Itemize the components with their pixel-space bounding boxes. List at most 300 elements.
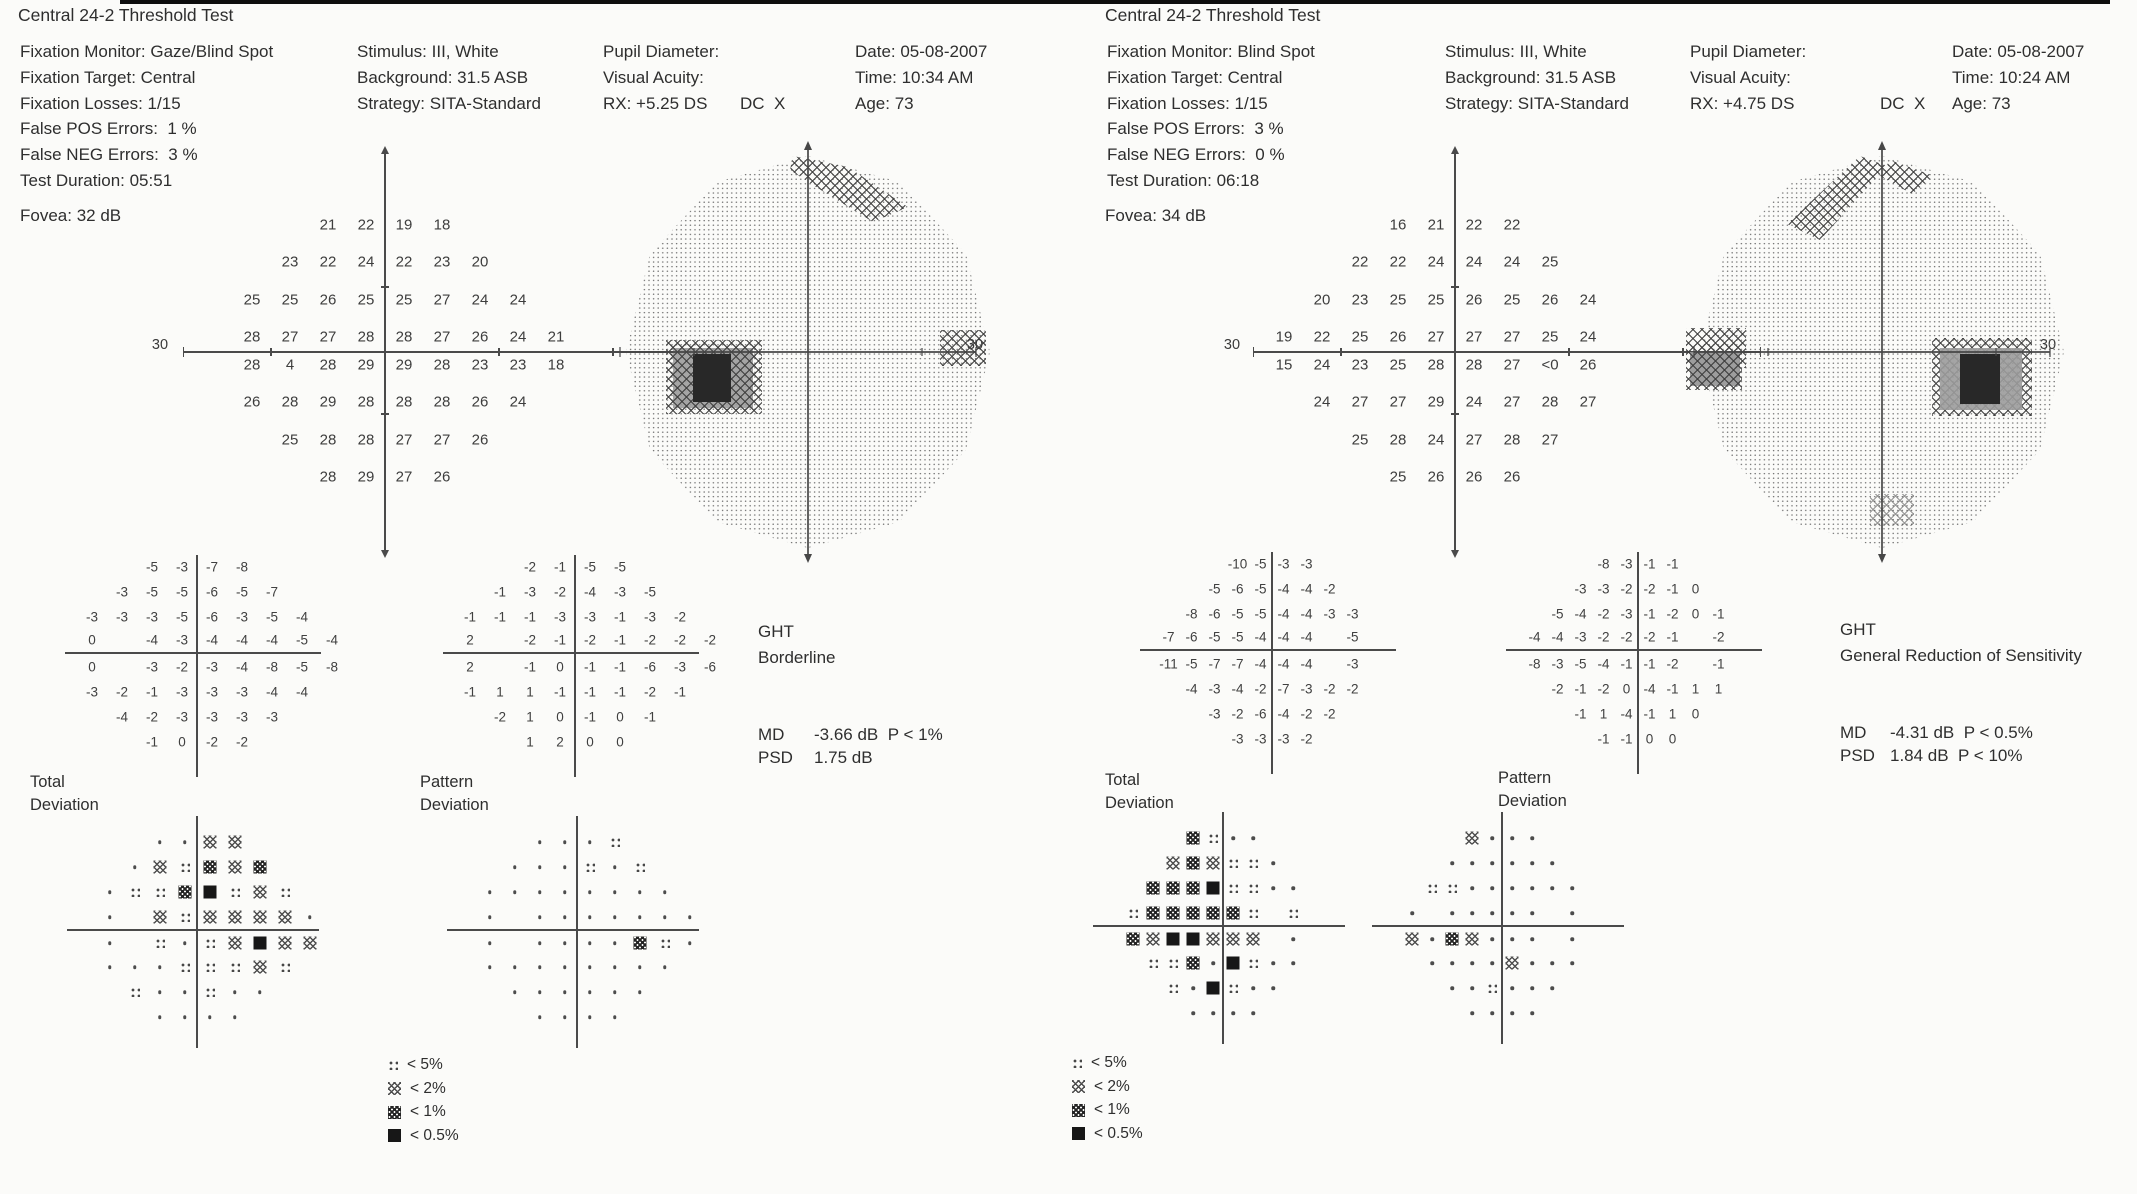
prob-lt05 [1207,882,1220,895]
total-deviation-value: -2 [1323,681,1336,697]
prob-dot [1291,886,1295,890]
pattern-deviation-value: -1 [493,584,507,600]
pattern-deviation-value: -4 [1643,681,1656,697]
prob-lt5 [1248,908,1258,918]
pattern-deviation-value: -1 [1620,731,1633,747]
prob-lt2 [1247,933,1260,946]
threshold-value: 18 [433,216,451,234]
pattern-deviation-value: -1 [1666,629,1679,645]
pattern-deviation-value: -1 [673,684,687,700]
total-deviation-value: -3 [85,609,99,625]
total-deviation-value: -6 [205,584,219,600]
threshold-value: 23 [1351,291,1369,309]
total-deviation-value: -2 [1346,681,1359,697]
prob-lt5 [1447,883,1457,893]
pattern-deviation-value: -1 [613,632,627,648]
legend-symbol-lt-1 [1072,1104,1085,1117]
pattern-deviation-value: 1 [526,734,534,750]
threshold-value: 27 [1465,431,1483,449]
total-deviation-value: -5 [1208,581,1221,597]
probability-vertical-axis [1501,812,1502,1044]
threshold-value: 28 [1541,393,1559,411]
threshold-value: 29 [1427,393,1445,411]
pattern-deviation-value: -6 [703,659,717,675]
ght-result: General Reduction of Sensitivity [1840,646,2082,665]
threshold-value: 25 [1541,328,1559,346]
total-deviation-value: -5 [1185,656,1198,672]
prob-lt5 [1427,883,1437,893]
pattern-deviation-value: -1 [523,609,537,625]
pattern-deviation-value: 1 [1668,706,1677,722]
total-deviation-value: -5 [175,584,189,600]
prob-dot [1510,937,1514,941]
prob-lt05 [1227,957,1240,970]
pattern-deviation-value: -4 [1551,629,1564,645]
pattern-deviation-value: -6 [643,659,657,675]
prob-lt5 [1128,908,1138,918]
total-deviation-value: -4 [265,632,279,648]
threshold-value: 25 [281,431,299,449]
prob-dot [1470,1011,1474,1015]
threshold-value: 26 [243,393,261,411]
ght-label: GHT [758,622,794,641]
axis-tick [1340,348,1341,356]
threshold-value: 22 [357,216,375,234]
prob-dot [1550,961,1554,965]
axis-arrow-down [1451,550,1459,558]
total-deviation-value: -7 [1208,656,1221,672]
threshold-value: 15 [1275,356,1293,374]
prob-dot [1570,886,1574,890]
total-deviation-value: -3 [115,584,129,600]
total-deviation-value: -4 [235,659,249,675]
threshold-value: 27 [395,468,413,486]
prob-lt2 [1167,857,1180,870]
threshold-value: 27 [433,328,451,346]
ght-label: GHT [1840,620,1876,639]
prob-dot [1530,861,1534,865]
prob-lt2 [1406,933,1419,946]
total-deviation-value: -3 [1208,706,1221,722]
threshold-value: 18 [547,356,565,374]
info-line: Date: 05-08-2007 [855,42,988,61]
total-deviation-value: -3 [235,709,249,725]
total-deviation-value: -3 [145,609,159,625]
total-deviation-value: -4 [235,632,249,648]
pattern-deviation-value: -4 [1597,656,1610,672]
prob-dot [1271,886,1275,890]
total-deviation-value: 0 [88,659,96,675]
total-deviation-value: -3 [1231,731,1244,747]
info-line: Pupil Diameter: [1690,42,1807,61]
legend-symbol-lt-05 [1072,1127,1085,1140]
threshold-value: 21 [319,216,337,234]
legend-text: < 2% [1094,1077,1130,1095]
total-deviation-value: -5 [1208,629,1221,645]
threshold-value: 28 [433,356,451,374]
prob-dot [1430,961,1434,965]
prob-lt1 [1187,857,1200,870]
pattern-deviation-value: -1 [1597,731,1610,747]
threshold-value: 26 [1427,468,1445,486]
threshold-value: 27 [1465,328,1483,346]
prob-lt5 [1248,958,1258,968]
pattern-deviation-value: -2 [1597,606,1610,622]
pattern-deviation-value: 1 [1691,681,1700,697]
total-deviation-value: -5 [1231,629,1244,645]
pattern-deviation-label: Deviation [1498,792,1567,810]
prob-dot [1291,937,1295,941]
prob-lt1 [1446,933,1459,946]
pattern-deviation-value: -3 [1620,606,1633,622]
pattern-deviation-value: -2 [1597,681,1610,697]
threshold-value: 28 [1465,356,1483,374]
total-deviation-value: -2 [1323,706,1336,722]
prob-dot [1570,911,1574,915]
prob-dot [1490,961,1494,965]
legend-item [1072,1054,1127,1074]
threshold-value: 29 [357,356,375,374]
total-deviation-value: -2 [1231,706,1244,722]
pattern-deviation-value: -3 [523,584,537,600]
threshold-value: 24 [357,253,375,271]
pattern-deviation-value: -3 [1574,581,1587,597]
prob-dot [1510,986,1514,990]
axis-label-30: 30 [151,337,169,353]
prob-dot [1410,911,1414,915]
total-deviation-value: -4 [1254,656,1267,672]
total-deviation-value: -7 [1277,681,1290,697]
threshold-value: 29 [357,468,375,486]
pattern-deviation-label: Deviation [420,796,489,814]
threshold-value: 20 [1313,291,1331,309]
threshold-value: 29 [319,393,337,411]
threshold-value: 24 [1579,291,1597,309]
total-deviation-value: -11 [1159,656,1178,672]
info-line: False POS Errors: 3 % [1107,119,1284,139]
total-deviation-value: -2 [145,709,159,725]
pattern-deviation-value: -1 [613,609,627,625]
threshold-value: 28 [395,393,413,411]
threshold-value: 25 [357,291,375,309]
pattern-deviation-value: -1 [1643,656,1656,672]
threshold-value: 24 [509,291,527,309]
prob-dot [1530,886,1534,890]
prob-lt2 [1227,933,1240,946]
prob-dot [1490,911,1494,915]
pattern-deviation-value: 0 [1691,581,1700,597]
pattern-deviation-value: -1 [553,559,567,575]
pattern-deviation-value: 2 [556,734,564,750]
prob-dot [1231,1011,1235,1015]
prob-lt1 [1187,957,1200,970]
prob-lt1 [1147,907,1160,920]
pattern-deviation-value: -1 [583,709,597,725]
threshold-value: 27 [1503,356,1521,374]
total-deviation-value: -2 [115,684,129,700]
threshold-value: 26 [471,328,489,346]
pattern-deviation-value: -2 [583,632,597,648]
info-line: Visual Acuity: [603,68,704,87]
pattern-deviation-value: -2 [643,684,657,700]
prob-dot [1450,861,1454,865]
prob-dot [1450,911,1454,915]
prob-dot [1490,937,1494,941]
prob-dot [1251,986,1255,990]
deviation-vertical-axis [1637,552,1638,774]
total-deviation-value: -6 [1254,706,1267,722]
pattern-deviation-value: -1 [1643,556,1656,572]
threshold-value: 27 [1541,431,1559,449]
legend-text: < 5% [1091,1054,1127,1071]
pattern-deviation-value: -1 [1712,656,1725,672]
threshold-value: 28 [319,356,337,374]
pattern-deviation-value: -1 [493,609,507,625]
probability-horizontal-axis [1093,925,1345,926]
threshold-value: 26 [1541,291,1559,309]
pattern-deviation-value: -2 [1666,606,1679,622]
psd-value: 1.75 dB [814,748,873,767]
pattern-deviation-value: -3 [643,609,657,625]
threshold-value: 26 [1503,468,1521,486]
pattern-deviation-label: Pattern [420,773,474,791]
pattern-deviation-value: -1 [553,684,567,700]
total-deviation-value: -4 [1300,606,1313,622]
prob-dot [1570,937,1574,941]
threshold-value: 24 [1427,431,1445,449]
total-deviation-value: -4 [265,684,279,700]
legend-text: < 0.5% [1094,1124,1143,1142]
prob-lt2 [1506,957,1519,970]
pattern-deviation-value: 1 [1714,681,1723,697]
prob-lt1 [1187,907,1200,920]
pattern-deviation-value: -5 [613,559,627,575]
total-deviation-value: -3 [145,659,159,675]
threshold-value: 28 [319,468,337,486]
pattern-deviation-value: -3 [1620,556,1633,572]
threshold-value: 24 [1313,356,1331,374]
prob-lt5 [1248,883,1258,893]
prob-lt1 [1167,882,1180,895]
pattern-deviation-value: -2 [643,632,657,648]
threshold-value: 26 [319,291,337,309]
threshold-value: 23 [471,356,489,374]
total-deviation-value: -4 [1277,706,1290,722]
info-line: Fixation Monitor: Blind Spot [1107,42,1315,61]
pattern-deviation-value: -3 [583,609,597,625]
threshold-value: 25 [1389,468,1407,486]
pattern-deviation-value: -2 [1620,581,1633,597]
psd-label: PSD [1840,746,1875,765]
threshold-value: 28 [357,431,375,449]
threshold-value: 26 [1465,291,1483,309]
total-deviation-value: -6 [205,609,219,625]
pattern-deviation-value: -5 [643,584,657,600]
fovea-value: Fovea: 32 dB [20,206,122,225]
pattern-deviation-value: -2 [1712,629,1725,645]
threshold-value: 24 [1313,393,1331,411]
threshold-value: 24 [509,393,527,411]
threshold-value: 28 [357,328,375,346]
pattern-deviation-value: 2 [466,632,474,648]
prob-dot [1470,861,1474,865]
prob-dot [1271,986,1275,990]
info-line: False NEG Errors: 0 % [1107,145,1285,165]
pattern-deviation-value: -2 [1551,681,1564,697]
info-line: RX: +4.75 DS [1690,94,1795,113]
total-deviation-value: -4 [1300,656,1313,672]
info-line: Strategy: SITA-Standard [1445,94,1629,113]
pattern-deviation-value: -1 [1712,606,1725,622]
total-deviation-value: -6 [1185,629,1198,645]
threshold-value: 24 [471,291,489,309]
threshold-value: 28 [319,431,337,449]
info-line: Fixation Target: Central [20,67,196,87]
pattern-deviation-value: -1 [1574,681,1587,697]
info-line: Pupil Diameter: [603,42,720,61]
threshold-value: 21 [547,328,565,346]
threshold-value: 27 [433,431,451,449]
threshold-value: 27 [1503,393,1521,411]
prob-dot [1530,1011,1534,1015]
threshold-value: 19 [1275,328,1293,346]
threshold-value: 22 [1313,328,1331,346]
legend-item [1072,1125,1143,1145]
prob-lt5 [1288,908,1298,918]
threshold-value: 23 [509,356,527,374]
pattern-deviation-value: -2 [523,559,537,575]
legend-symbol-lt-5 [1072,1058,1082,1068]
prob-dot [1550,886,1554,890]
total-deviation-value: -6 [1231,581,1244,597]
pattern-deviation-value: -4 [1574,606,1587,622]
threshold-value: 22 [1465,216,1483,234]
total-deviation-value: -4 [295,684,309,700]
prob-dot [1231,836,1235,840]
threshold-value: 23 [281,253,299,271]
pattern-deviation-value: 1 [526,684,534,700]
total-deviation-value: -10 [1227,556,1248,572]
pattern-deviation-value: 1 [496,684,504,700]
prob-dot [1490,861,1494,865]
rx-cylinder: DC X [740,94,786,113]
threshold-value: 27 [433,291,451,309]
total-deviation-value: -4 [325,632,339,648]
threshold-value: 28 [357,393,375,411]
pattern-deviation-value: 2 [466,659,474,675]
total-deviation-value: -3 [85,684,99,700]
prob-dot [1490,886,1494,890]
pattern-deviation-value: -3 [553,609,567,625]
prob-lt5 [1148,958,1158,968]
total-deviation-label: Deviation [30,796,99,814]
prob-lt05 [1187,933,1200,946]
threshold-value: 25 [281,291,299,309]
total-deviation-value: -8 [265,659,279,675]
pattern-deviation-value: -1 [1620,656,1633,672]
pattern-deviation-value: -2 [1620,629,1633,645]
threshold-value: 25 [1389,291,1407,309]
pattern-deviation-value: 0 [1668,731,1677,747]
pattern-deviation-value: -1 [463,609,477,625]
total-deviation-value: -2 [1254,681,1267,697]
threshold-value: 27 [281,328,299,346]
total-deviation-value: -3 [1277,731,1290,747]
prob-dot [1430,937,1434,941]
pattern-deviation-value: -4 [1620,706,1633,722]
prob-lt5 [1487,983,1497,993]
legend-item [1072,1101,1130,1121]
total-deviation-label: Total [30,773,65,791]
threshold-value: 24 [1465,253,1483,271]
prob-dot [1251,836,1255,840]
total-deviation-value: -3 [1300,556,1313,572]
total-deviation-value: -4 [1277,656,1290,672]
pattern-deviation-value: -3 [673,659,687,675]
rx-cylinder: DC X [1880,94,1926,113]
pattern-deviation-value: -4 [583,584,597,600]
info-line: Test Duration: 06:18 [1107,171,1260,190]
md-label: MD [1840,723,1867,742]
pattern-deviation-value: -1 [1666,581,1679,597]
pattern-deviation-value: -5 [1551,606,1564,622]
prob-lt1 [1167,907,1180,920]
total-deviation-value: -3 [265,709,279,725]
pattern-deviation-value: -4 [1528,629,1541,645]
prob-lt1 [1187,832,1200,845]
legend-item [1072,1078,1130,1098]
prob-lt2 [1207,857,1220,870]
total-deviation-value: -2 [235,734,249,750]
prob-lt2 [1466,933,1479,946]
info-line: Age: 73 [855,94,914,113]
total-deviation-value: -3 [175,559,189,575]
axis-end-tick [1253,347,1254,357]
threshold-value: 25 [395,291,413,309]
threshold-value: 24 [1465,393,1483,411]
legend-text: < 1% [410,1103,446,1120]
total-deviation-value: -5 [175,609,189,625]
test-title: Central 24-2 Threshold Test [18,5,234,25]
axis-arrow-up [1451,146,1459,154]
info-line: Stimulus: III, White [357,42,499,61]
threshold-value: 28 [1427,356,1445,374]
info-line: False POS Errors: 1 % [20,119,197,139]
info-line: Background: 31.5 ASB [1445,68,1617,87]
total-deviation-value: -5 [295,632,309,648]
threshold-value: 27 [319,328,337,346]
info-line: Time: 10:24 AM [1952,68,2071,87]
threshold-value: 24 [1579,328,1597,346]
total-deviation-value: -3 [175,709,189,725]
threshold-value: 28 [243,328,261,346]
total-deviation-value: 0 [178,734,186,750]
prob-lt5 [1168,958,1178,968]
pattern-deviation-value: 0 [1622,681,1631,697]
pattern-deviation-value: 1 [526,709,534,725]
pattern-deviation-value: -3 [1551,656,1564,672]
total-deviation-value: -4 [205,632,219,648]
prob-lt05 [1167,933,1180,946]
threshold-value: 27 [1579,393,1597,411]
pattern-deviation-value: -2 [1643,581,1656,597]
prob-lt5 [1248,858,1258,868]
pattern-deviation-value: -8 [1528,656,1541,672]
threshold-value: 27 [1503,328,1521,346]
prob-dot [1510,1011,1514,1015]
total-deviation-value: -2 [175,659,189,675]
threshold-value: 19 [395,216,413,234]
